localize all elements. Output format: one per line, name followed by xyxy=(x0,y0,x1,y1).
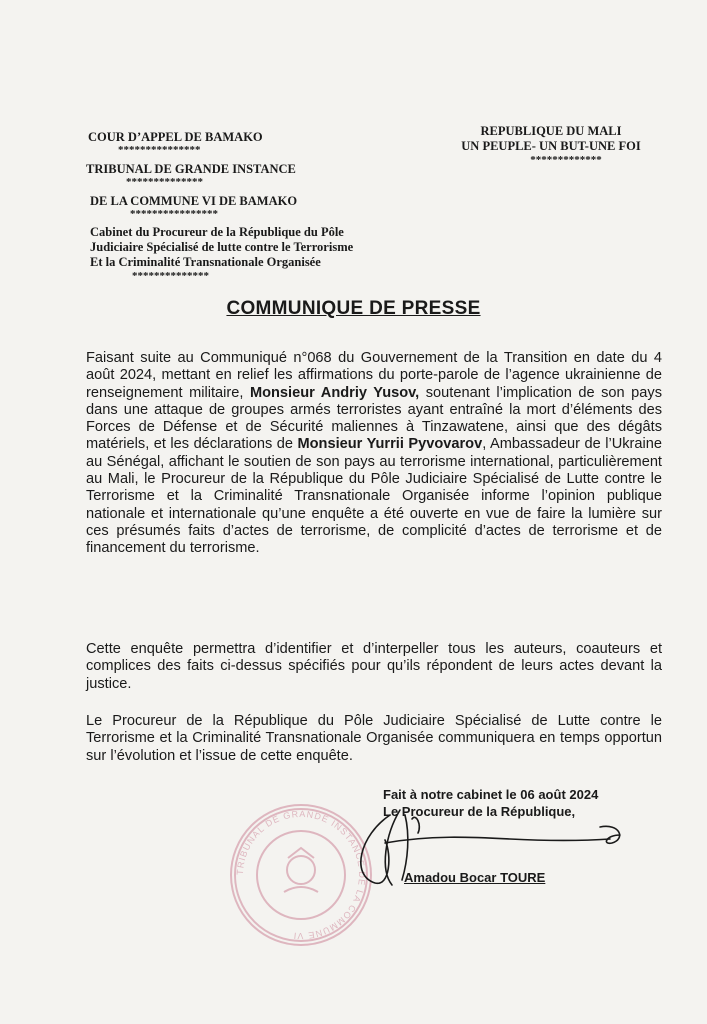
paragraph-2: Cette enquête permettra d’identifier et d’interpeller tous les auteurs, coauteurs et complices des faits ci-dessus spécifiés pour qu’ils répondent de leurs actes devant la justice. xyxy=(86,641,662,692)
separator-stars: ************* xyxy=(530,154,602,166)
person-name-1: Monsieur Andriy Yusov, xyxy=(249,384,420,401)
paragraph-1 xyxy=(86,350,662,558)
paragraph-1-text-c: , Ambassadeur de l’Ukraine au Sénégal, affichant le soutien de son pays au terrorisme international, particulièrement au Mali, le Procureur de la République du Pôle Judiciaire Spécialisé de Lutte contre le Terrorisme et la Criminalité Transnationale Organisée informe l’opinion publique nationale et internationale qu’une enquête a été ouverte en vue de faire la lumière sur ces présumés faits d’actes de terrorisme, de complicité d’actes de terrorisme et de financement du terrorisme. xyxy=(86,436,662,557)
separator-stars: *************** xyxy=(118,144,201,156)
person-name-2: Monsieur Yurrii Pyvovarov xyxy=(297,436,483,453)
separator-stars: ************** xyxy=(126,176,203,188)
tribunal-name: TRIBUNAL DE GRANDE INSTANCE xyxy=(86,162,296,176)
signatory-name: Amadou Bocar TOURE xyxy=(404,870,546,885)
stamp-text: TRIBUNAL DE GRANDE INSTANCE DE LA COMMUNE VI xyxy=(234,808,368,942)
paragraph-1-text-a: Faisant suite au Communiqué n°068 du Gouvernement de la Transition en date du 4 août 2024, mettant en relief les affirmations du porte-parole de l’agence ukrainienne de renseignement militaire, xyxy=(86,350,662,401)
signatory-role: Le Procureur de la République, xyxy=(383,804,576,819)
header-left xyxy=(86,130,426,282)
cabinet-line-2: Judiciaire Spécialisé de lutte contre le Terrorisme xyxy=(90,240,354,254)
commune-name: DE LA COMMUNE VI DE BAMAKO xyxy=(90,194,298,208)
country-name: REPUBLIQUE DU MALI xyxy=(480,124,622,138)
cabinet-line-1: Cabinet du Procureur de la République du Pôle xyxy=(90,225,344,239)
header-right xyxy=(436,124,666,166)
court-name: COUR D’APPEL DE BAMAKO xyxy=(88,130,263,144)
document-title: COMMUNIQUE DE PRESSE xyxy=(226,298,481,319)
national-motto: UN PEUPLE- UN BUT-UNE FOI xyxy=(461,139,641,153)
paragraph-1-text-b: soutenant l’implication de son pays dans une attaque de groupes armés terroristes ayant entraîné la mort d’éléments des Forces de Défense et de Sécurité maliennes à Tinzawatene, ainsi que des dégâts matériels, et les déclarations de xyxy=(86,384,662,453)
cabinet-line-3: Et la Criminalité Transnationale Organisée xyxy=(90,255,321,269)
separator-stars: ************** xyxy=(132,270,209,282)
place-date: Fait à notre cabinet le 06 août 2024 xyxy=(383,787,599,802)
separator-stars: **************** xyxy=(130,208,218,220)
paragraph-3: Le Procureur de la République du Pôle Judiciaire Spécialisé de Lutte contre le Terrorisme et la Criminalité Transnationale Organisée communiquera en temps opportun sur l’évolution et l’issue de cette enquête. xyxy=(86,713,662,764)
